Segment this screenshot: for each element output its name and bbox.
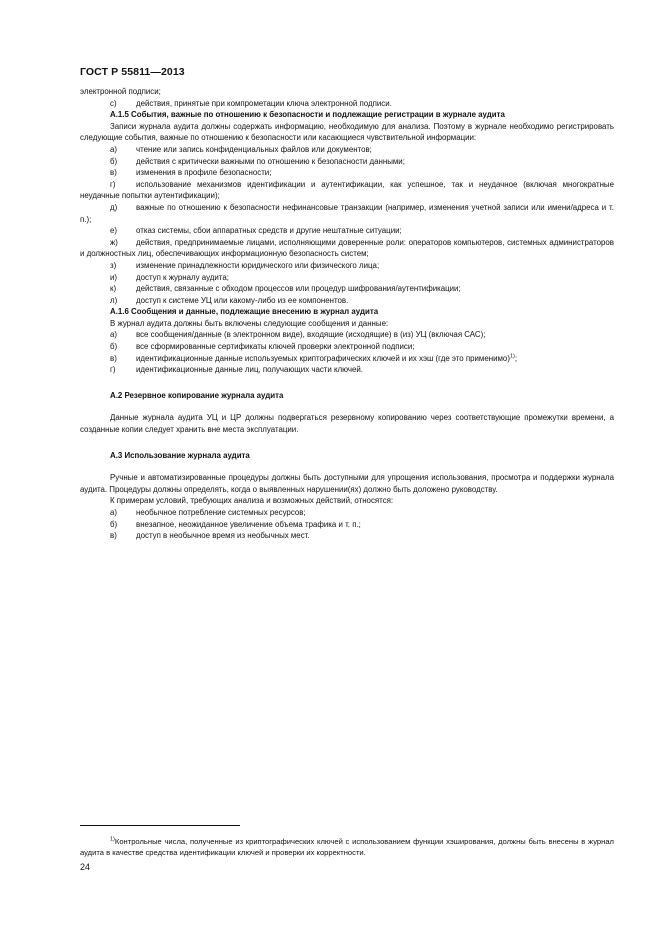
paragraph: Ручные и автоматизированные процедуры должны быть доступными для упрощения использования, просмотра и поддержки журнала аудита. Процедуры должны определять, когда о выявленных нарушении(ях) должно быть доложено руководству.: [80, 473, 614, 494]
paragraph: К примерам условий, требующих анализа и возможных действий, относятся:: [110, 496, 394, 506]
list-item: [80, 283, 614, 295]
list-marker: а): [110, 144, 118, 154]
list-item: [80, 98, 614, 110]
list-marker: с): [110, 98, 117, 108]
list-item: [80, 260, 614, 272]
list-marker: к): [110, 284, 117, 294]
list-marker: б): [110, 156, 118, 166]
footnote-mark: 1): [110, 836, 115, 843]
list-text: действия, предпринимаемые лицами, исполняющими доверенные роли: операторов компьютеров, системных администраторов и должностных лиц, обеспечивающих информационную безопасность систем;: [80, 237, 614, 259]
list-marker: г): [110, 365, 116, 375]
section-heading-a15: А.1.5 События, важные по отношению к безопасности и подлежащие регистрации в журнале аудита: [110, 110, 505, 120]
list-text: доступ к системе УЦ или какому-либо из ее компонентов.: [136, 295, 349, 305]
list-text: изменение принадлежности юридического или физического лица;: [136, 260, 380, 270]
list-marker: а): [110, 508, 118, 517]
section-heading-a16: А.1.6 Сообщения и данные, подлежащие внесению в журнал аудита: [110, 307, 379, 317]
list-item: [80, 530, 614, 542]
list-marker: в): [110, 531, 117, 541]
list-text: отказ системы, сбои аппаратных средств и другие нештатные ситуации;: [136, 226, 402, 236]
list-marker: б): [110, 519, 118, 529]
list-marker: д): [110, 202, 118, 212]
list-item: [80, 202, 614, 225]
list-item: [80, 364, 614, 376]
footnote-text: Контрольные числа, полученные из криптографических ключей с использованием функции хэширования, должны быть внесены в журнал аудита в качестве средства идентификации ключей и проверки их корректности.: [80, 837, 614, 858]
list-item: [80, 353, 614, 365]
paragraph: В журнал аудита должны быть включены следующие сообщения и данные:: [110, 318, 389, 328]
list-item: [80, 341, 614, 353]
list-text: необычное потребление системных ресурсов;: [136, 508, 306, 517]
list-text: важные по отношению к безопасности нефинансовые транзакции (например, изменения учетной записи или имени/адреса и т. п.);: [80, 202, 614, 224]
list-marker: и): [110, 272, 118, 282]
list-item: [80, 167, 614, 179]
list-text: внезапное, неожиданное увеличение объема трафика и т. п.;: [136, 519, 361, 529]
section-heading-a3: А.3 Использование журнала аудита: [110, 450, 250, 460]
list-item: [80, 156, 614, 168]
list-text: идентификационные данные лиц, получающих части ключей.: [136, 365, 363, 375]
list-item: [80, 144, 614, 156]
list-text: действия, связанные с обходом процессов или процедур шифрования/аутентификации;: [136, 284, 461, 294]
list-text: действия, принятые при компрометации ключа электронной подписи.: [136, 98, 392, 108]
list-item: [80, 507, 614, 519]
list-marker: в): [110, 168, 117, 178]
list-marker: з): [110, 260, 117, 270]
list-item: [80, 519, 614, 531]
list-text: идентификационные данные используемых криптографических ключей и их хэш (где это применимо): [136, 353, 510, 363]
list-item: [80, 179, 614, 202]
document-header: ГОСТ Р 55811—2013: [80, 66, 185, 78]
footnote: [80, 836, 614, 859]
list-marker: л): [110, 295, 118, 305]
list-item: [80, 295, 614, 307]
list-text: доступ в необычное время из необычных мест.: [136, 531, 310, 541]
paragraph: Записи журнала аудита должны содержать информацию, необходимую для анализа. Поэтому в журнале необходимо регистрировать следующие события, важные по отношению к безопасности или касающиеся чувствительной информации:: [80, 121, 614, 143]
list-text: все сообщения/данные (в электронном виде), входящие (исходящие) в (из) УЦ (включая САС);: [136, 330, 486, 340]
list-item: [80, 329, 614, 341]
list-marker: а): [110, 330, 118, 340]
list-text-tail: ;: [514, 353, 518, 363]
list-text: действия с критически важными по отношению к безопасности данными;: [136, 156, 405, 166]
footnote-ref: 1): [509, 353, 515, 360]
page-number: 24: [80, 862, 91, 872]
list-marker: ж): [110, 237, 118, 247]
section-heading-a2: А.2 Резервное копирование журнала аудита: [110, 390, 284, 400]
list-item: [80, 272, 614, 284]
list-marker: б): [110, 342, 118, 352]
list-text: чтение или запись конфиденциальных файлов или документов;: [136, 144, 372, 154]
list-item: [80, 237, 614, 260]
list-text: доступ к журналу аудита;: [136, 272, 229, 282]
footnote-separator: [80, 825, 240, 826]
list-text: использование механизмов идентификации и аутентификации, как успешное, так и неудачное (включая многократные неудачные попытки аутентификации);: [80, 179, 614, 201]
document-body: [80, 86, 614, 542]
list-marker: г): [110, 179, 116, 189]
list-marker: в): [110, 353, 117, 363]
list-marker: е): [110, 226, 118, 236]
list-text: изменения в профиле безопасности;: [136, 168, 272, 178]
list-text: все сформированные сертификаты ключей проверки электронной подписи;: [136, 342, 415, 352]
list-item: [80, 225, 614, 237]
paragraph: Данные журнала аудита УЦ и ЦР должны подвергаться резервному копированию через соответствующие промежутки времени, а созданные копии следует хранить вне места эксплуатации.: [80, 413, 614, 435]
continuation-line: электронной подписи;: [80, 87, 161, 96]
